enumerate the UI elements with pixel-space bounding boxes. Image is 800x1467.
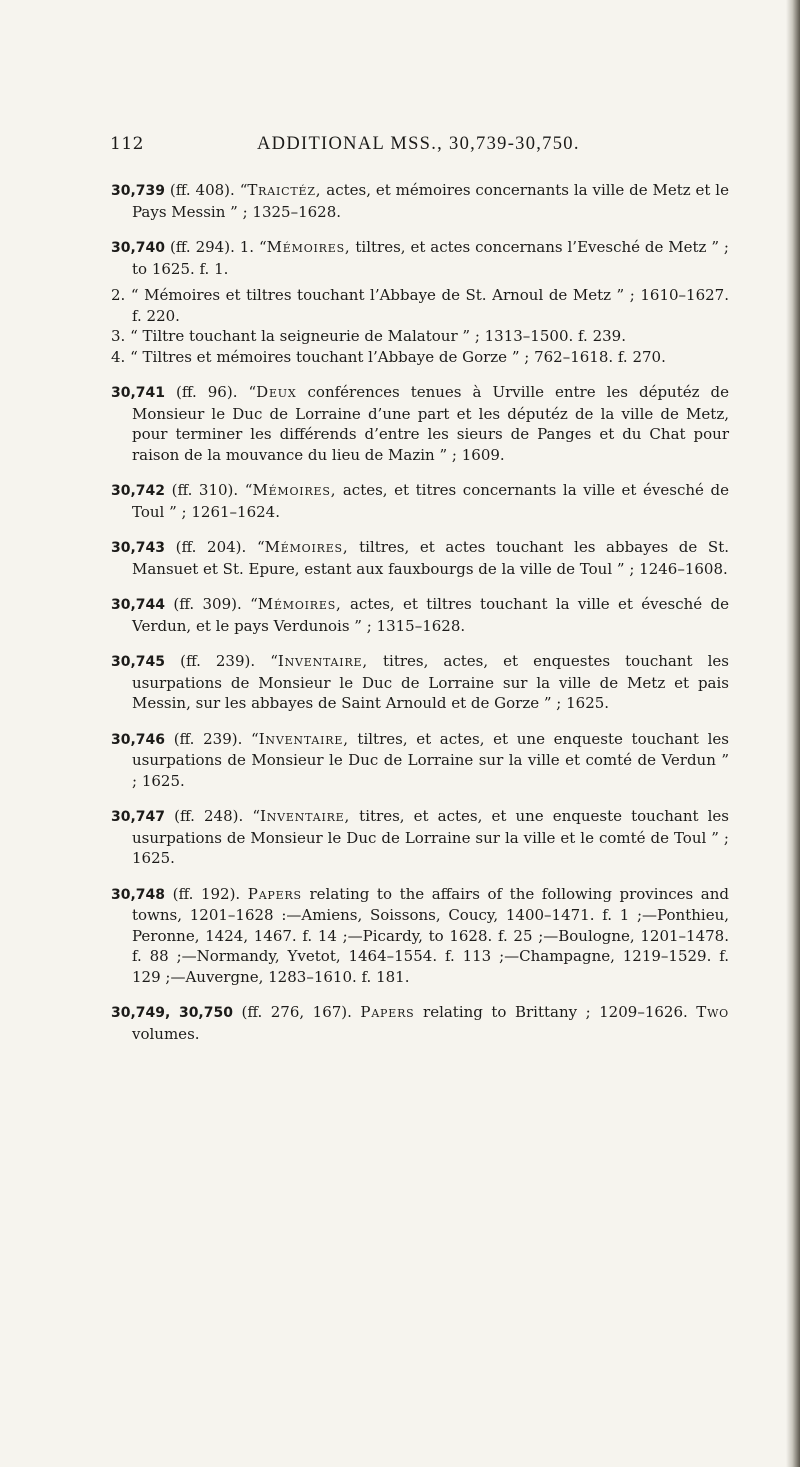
- entry-30741: [111, 382, 729, 465]
- entry-text: tiltres, et actes, et une enqueste touchant les usurpations de Monsieur le Duc de Lorraine sur la ville et comté de Verdun ” ; 1625.: [132, 729, 729, 790]
- entry-folio-ref: (ff. 408).: [169, 181, 235, 199]
- entry-folio-ref: (ff. 309).: [173, 595, 242, 613]
- entry-folio-ref: (ff. 96).: [176, 383, 238, 401]
- sub-item: 4. “ Tiltres et mémoires touchant l’Abbaye de Gorze ” ; 762–1618. f. 270.: [111, 347, 666, 366]
- open-quote: “: [251, 729, 259, 748]
- entry-text-tail: volumes.: [132, 1024, 200, 1043]
- entry-number: 30,740: [111, 240, 166, 256]
- entry-30747: [111, 806, 729, 869]
- entry-folio-ref: (ff. 239).: [173, 729, 243, 748]
- entry-lead-word: Papers: [360, 1003, 415, 1021]
- entry-text: tiltres, et actes touchant les abbayes de St. Mansuet et St. Epure, estant aux fauxbourgs de la ville de Toul ” ; 1246–1608.: [132, 538, 729, 578]
- sub-item: 3. “ Tiltre touchant la seigneurie de Malatour ” ; 1313–1500. f. 239.: [111, 327, 626, 345]
- page-number: 112: [110, 134, 144, 154]
- entry-text: actes, et tiltres touchant la ville et évesché de Verdun, et le pays Verdunois ” ; 1315–1628.: [132, 595, 729, 635]
- open-quote: “: [270, 652, 278, 670]
- open-quote: “: [252, 807, 261, 825]
- entry-number: 30,748: [111, 886, 166, 903]
- entry-number: 30,749, 30,750: [111, 1005, 233, 1021]
- page-edge-shadow: [786, 0, 800, 1467]
- entry-lead-word: Mémoires,: [266, 238, 351, 256]
- entry-text: relating to Brittany ; 1209–1626.: [414, 1003, 697, 1021]
- entry-lead-word: Traictéz,: [247, 181, 322, 199]
- entry-number: 30,745: [111, 654, 166, 670]
- entry-lead-word: Inventaire,: [277, 652, 368, 670]
- entry-30749-30750: [111, 1002, 729, 1044]
- open-quote: “: [250, 595, 258, 613]
- running-title: ADDITIONAL MSS., 30,739-30,750.: [257, 134, 580, 154]
- entry-lead-word: Inventaire,: [258, 729, 349, 748]
- entry-text: actes, et titres concernants la ville et évesché de Toul ” ; 1261–1624.: [132, 481, 729, 521]
- entry-folio-ref: (ff. 310).: [171, 481, 239, 499]
- open-quote: “: [248, 383, 257, 401]
- entry-lead-word: Mémoires,: [264, 538, 349, 556]
- entry-30740: [111, 237, 729, 279]
- entry-30742: [111, 480, 729, 522]
- entry-text: conférences tenues à Urville entre les députéz de Monsieur le Duc de Lorraine d’une part et les députéz de la ville de Metz, pour terminer les différends d’entre les sieurs de Panges et du Chat pour raison de la mouvance du lieu de Mazin ” ; 1609.: [132, 383, 729, 464]
- entry-folio-ref: (ff. 294).: [169, 238, 235, 256]
- page-header: [110, 134, 730, 164]
- entry-number: 30,747: [111, 809, 166, 825]
- entry-30744: [111, 594, 729, 636]
- entry-30740-subitems: [111, 285, 729, 367]
- entry-number: 30,741: [111, 385, 166, 401]
- entry-number: 30,739: [111, 183, 166, 199]
- catalogue-entries: [111, 180, 729, 1059]
- entry-lead-word: Inventaire,: [260, 807, 351, 825]
- open-quote: “: [244, 481, 253, 499]
- entry-number: 30,746: [111, 731, 166, 748]
- entry-folio-ref: (ff. 276, 167).: [241, 1003, 352, 1021]
- entry-lead-word: Mémoires,: [252, 481, 337, 499]
- entry-folio-ref: (ff. 239).: [180, 652, 256, 670]
- entry-lead-word: Papers: [247, 884, 302, 903]
- entry-number: 30,744: [111, 597, 166, 613]
- entry-text: actes, et mémoires concernants la ville de Metz et le Pays Messin ” ; 1325–1628.: [132, 181, 729, 221]
- entry-folio-ref: (ff. 248).: [174, 807, 244, 825]
- entry-30743: [111, 537, 729, 579]
- sub-item: 2. “ Mémoires et tiltres touchant l’Abbaye de St. Arnoul de Metz ” ; 1610–1627. f. 220.: [111, 286, 729, 325]
- entry-text: relating to the affairs of the following provinces and towns, 1201–1628 :—Amiens, Soissons, Coucy, 1400–1471. f. 1 ;—Ponthieu, Peronne, 1424, 1467. f. 14 ;—Picardy, to 1628. f. 25 ;—Boulogne, 1201–1478. f. 88 ;—Normandy, Yvetot, 1464–1554. f. 113 ;—Champagne, 1219–1529. f. 129 ;—Auvergne, 1283–1610. f. 181.: [132, 884, 729, 986]
- entry-number: 30,743: [111, 540, 166, 556]
- entry-number: 30,742: [111, 483, 166, 499]
- open-quote: “: [256, 538, 265, 556]
- open-quote: “: [239, 181, 248, 199]
- entry-lead-word: Mémoires,: [257, 595, 342, 613]
- entry-lead-word: Deux: [256, 383, 297, 401]
- entry-volume-count: Two: [696, 1003, 729, 1021]
- entry-text: tiltres, et actes concernans l’Evesché de Metz ” ; to 1625. f. 1.: [132, 238, 729, 278]
- entry-30745: [111, 651, 729, 714]
- entry-30748: [111, 884, 729, 988]
- entry-folio-ref: (ff. 204).: [175, 538, 247, 556]
- open-quote: 1. “: [239, 238, 267, 256]
- entry-folio-ref: (ff. 192).: [172, 884, 241, 903]
- entry-text: titres, actes, et enquestes touchant les usurpations de Monsieur le Duc de Lorraine sur la ville de Metz et pais Messin, sur les abbayes de Saint Arnould et de Gorze ” ; 1625.: [132, 652, 729, 712]
- entry-text: titres, et actes, et une enqueste touchant les usurpations de Monsieur le Duc de Lorraine sur la ville et le comté de Toul ” ; 1625.: [132, 807, 729, 867]
- entry-30739: [111, 180, 729, 222]
- entry-30746: [111, 729, 729, 792]
